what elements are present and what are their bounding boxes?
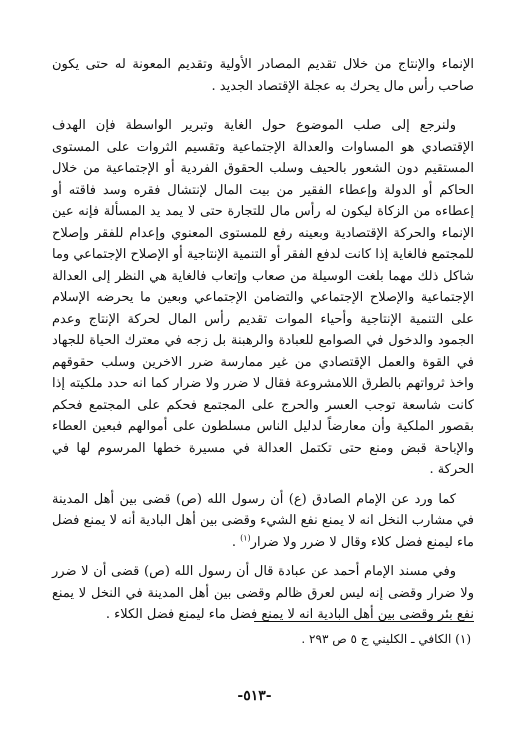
footnote-separator	[254, 621, 474, 622]
paragraph-2: ولنرجع إلى صلب الموضوع حول الغاية وتبرير الواسطة فإن الهدف الإقتصادي هو المساوات والعدالة الإجتماعية وتقسيم الثروات على المستوى المستقيم دون الشعور بالحيف وسلب الحقوق الفردية أو الإجتماعية من خلال الحاكم أو الدولة وإعطاء الفقير من بيت المال لإنتشال فقره وسد فاقته أو إعطاءه من الزكاة ليكون له رأس مال للتجارة حتى لا يمد يد المسألة فإنه عين الإنماء والحركة الإقتصادية وبعينه رفع للمستوى المعنوي وإعدام للفقر وإصلاح للمجتمع فالغاية إذا كانت لدفع الفقر أو التنمية الإنتاجية أو الإصلاح الإجتماعي وما شاكل ذلك مهما بلغت الوسيلة من صعاب وإتعاب فالغاية هي النظر إلى العدالة الإجتماعية والإصلاح الإجتماعي والتضامن الإجتماعي وبعين ما يحرضه الإسلام على التنمية الإنتاجية وأحياء الموات تقديم رأس المال لحركة الإنتاج وعدم الجمود والدخول في الصوامع للعبادة والرهبنة بل زجه في معترك الحياة للجهاد في القوة والعمل الإقتصادي من غير ممارسة ضرر الاخرين وسلب حقوقهم واخذ ثرواتهم بالطرق اللامشروعة فقال لا ضرر ولا ضرار كما انه حدد ملكيته إذا كانت شاسعة توجب العسر والحرج على المجتمع فحكم على المجتمع فحكم بقصور الملكية وأن معارضاً لدليل الناس مسلطون على أموالهم فبعين العطاء والإباحة قبض ومنع حتى تكتمل العدالة في مسيرة خطها المرسوم لها في الحركة .	[52, 118, 474, 477]
footnote-reference[interactable]: (١)	[240, 533, 251, 543]
paragraph-1: الإنماء والإنتاج من خلال تقديم المصادر الأولية وتقديم المعونة له حتى يكون صاحب رأس مال يحرك به عجلة الإقتصاد الجديد .	[52, 57, 474, 94]
paragraph-3	[52, 489, 474, 554]
page-body	[52, 54, 474, 626]
page-number: -٥١٣-	[237, 688, 272, 704]
paragraph-4: وفي مسند الإمام أحمد عن عبادة قال أن رسول الله (ص) قضى أن لا ضرر ولا ضرار وقضى إنه ليس لعرق ظالم وقضى بين أهل المدينة في النخل لا يمنع نفع بئر وقضى بين أهل البادية انه لا يمنع فضل ماء ليمنع فضل الكلاء .	[52, 564, 474, 622]
paragraph-3-end: .	[231, 534, 241, 550]
footnote: (١) الكافي ـ الكليني ج ٥ ص ٢٩٣ .	[301, 632, 471, 646]
paragraph-3-text: كما ورد عن الإمام الصادق (ع) أن رسول الله (ص) قضى بين أهل المدينة في مشارب النخل انه لا يمنع نفع الشيء وقضى بين أهل البادية أنه لا يمنع فضل ماء ليمنع فضل كلاء وقال لا ضرر ولا ضرار	[52, 491, 474, 550]
